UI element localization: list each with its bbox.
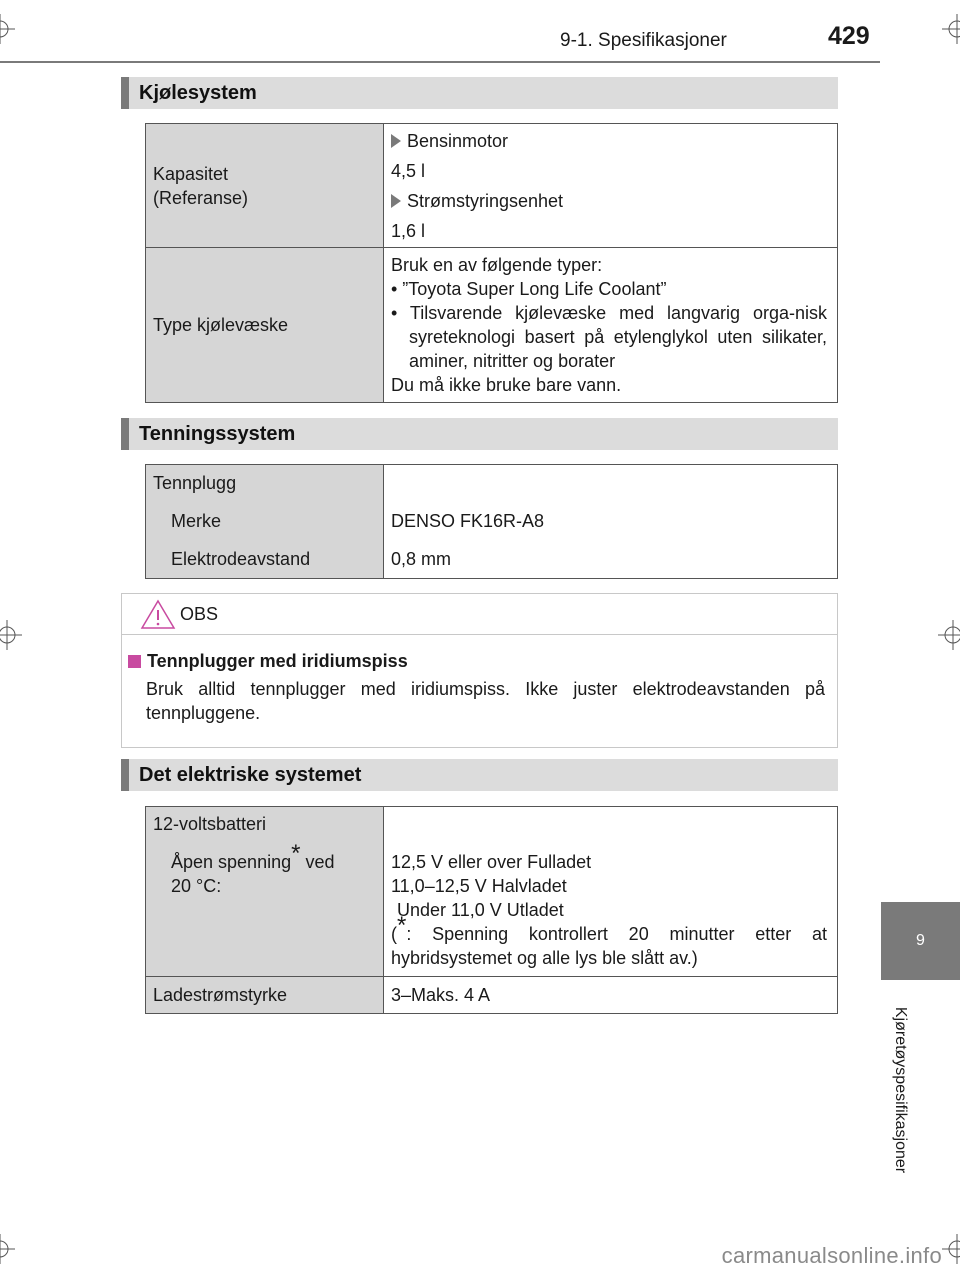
voltage-footnote xyxy=(391,912,827,970)
header-rule xyxy=(0,61,880,63)
notice-subheading-text: Tennplugger med iridiumspiss xyxy=(147,651,408,671)
crop-mark-bottom-right xyxy=(942,1234,960,1264)
spark-plug-values xyxy=(384,465,838,579)
open-voltage-label xyxy=(153,840,373,898)
chapter-tab-number: 9 xyxy=(916,932,925,949)
coolant-intro: Bruk en av følgende typer: xyxy=(391,255,603,275)
notice-box xyxy=(121,593,838,748)
gap-label: Elektrodeavstand xyxy=(171,549,311,569)
ignition-table xyxy=(145,464,838,579)
open-voltage-temp: 20 °C: xyxy=(171,876,222,896)
coolant-option-1: • ”Toyota Super Long Life Coolant” xyxy=(391,279,667,299)
chapter-title: Kjøretøyspesifikasjoner xyxy=(892,1006,909,1174)
watermark: carmanualsonline.info xyxy=(721,1243,942,1268)
cooling-table xyxy=(145,123,838,403)
engine-item xyxy=(391,129,827,153)
chapter-tab xyxy=(881,902,960,980)
electrical-section-heading: Det elektriske systemet xyxy=(121,759,838,791)
warning-icon xyxy=(140,598,176,630)
footnote-text: : Spenning kontrollert 20 minutter etter at hybridsystemet og alle lys ble slått av.) xyxy=(391,924,827,968)
crop-mark-top-right xyxy=(942,14,960,44)
brand-value: DENSO FK16R-A8 xyxy=(391,511,545,531)
electrical-table xyxy=(145,806,838,1014)
notice-body xyxy=(122,635,837,725)
table-row xyxy=(146,977,838,1014)
voltage-low: Under 11,0 V Utladet xyxy=(397,900,564,920)
engine-value: 4,5 l xyxy=(391,160,426,181)
notice-header xyxy=(122,594,837,635)
crop-mark-bottom-left xyxy=(0,1234,15,1264)
ignition-section-heading: Tenningssystem xyxy=(121,418,838,450)
battery-label xyxy=(146,807,384,977)
capacity-label-line1: Kapasitet xyxy=(153,163,229,184)
open-voltage-text: Åpen spenning xyxy=(171,852,292,872)
battery-heading: 12-voltsbatteri xyxy=(153,814,267,834)
capacity-label xyxy=(146,124,384,248)
square-bullet-icon xyxy=(128,655,141,668)
capacity-values xyxy=(384,124,838,248)
pcu-item xyxy=(391,189,827,213)
notice-heading: OBS xyxy=(180,603,219,624)
coolant-option-2: • Tilsvarende kjølevæske med langvarig orga-nisk syreteknologi basert på etylenglykol uten silikater, aminer, nitritter og borater xyxy=(391,303,827,371)
coolant-values xyxy=(384,248,838,403)
coolant-note: Du må ikke bruke bare vann. xyxy=(391,375,622,395)
triangle-bullet-icon xyxy=(391,134,401,148)
pcu-value: 1,6 l xyxy=(391,220,426,241)
battery-values xyxy=(384,807,838,977)
spark-plug-label xyxy=(146,465,384,579)
voltage-full: 12,5 V eller over Fulladet xyxy=(391,852,592,872)
crop-mark-top-left xyxy=(0,14,15,44)
engine-label: Bensinmotor xyxy=(407,130,509,151)
table-row xyxy=(146,124,838,248)
brand-label: Merke xyxy=(171,511,222,531)
capacity-label-line2: (Referanse) xyxy=(153,187,249,208)
footnote-star: * xyxy=(291,840,301,867)
pcu-label: Strømstyringsenhet xyxy=(407,190,564,211)
notice-text: Bruk alltid tennplugger med iridiumspiss. Ikke juster elektrodeavstanden på tennpluggene. xyxy=(146,679,825,723)
page-number: 429 xyxy=(828,22,870,50)
table-row xyxy=(146,807,838,977)
footnote-paren: ( xyxy=(391,924,397,944)
voltage-half: 11,0–12,5 V Halvladet xyxy=(391,876,567,896)
chapter-title-vertical xyxy=(880,990,920,1190)
charge-current-value: 3–Maks. 4 A xyxy=(384,977,838,1014)
open-voltage-at: ved xyxy=(300,852,335,872)
table-row xyxy=(146,248,838,403)
cooling-section-heading: Kjølesystem xyxy=(121,77,838,109)
section-header: 9-1. Spesifikasjoner xyxy=(560,30,727,51)
table-row xyxy=(146,465,838,579)
crop-mark-mid-left xyxy=(0,620,22,650)
triangle-bullet-icon xyxy=(391,194,401,208)
crop-mark-mid-right xyxy=(938,620,960,650)
notice-subheading xyxy=(128,651,825,672)
spark-plug-heading: Tennplugg xyxy=(153,473,237,493)
footnote-star: * xyxy=(397,912,407,939)
coolant-label: Type kjølevæske xyxy=(146,248,384,403)
gap-value: 0,8 mm xyxy=(391,549,452,569)
charge-current-label: Ladestrømstyrke xyxy=(146,977,384,1014)
